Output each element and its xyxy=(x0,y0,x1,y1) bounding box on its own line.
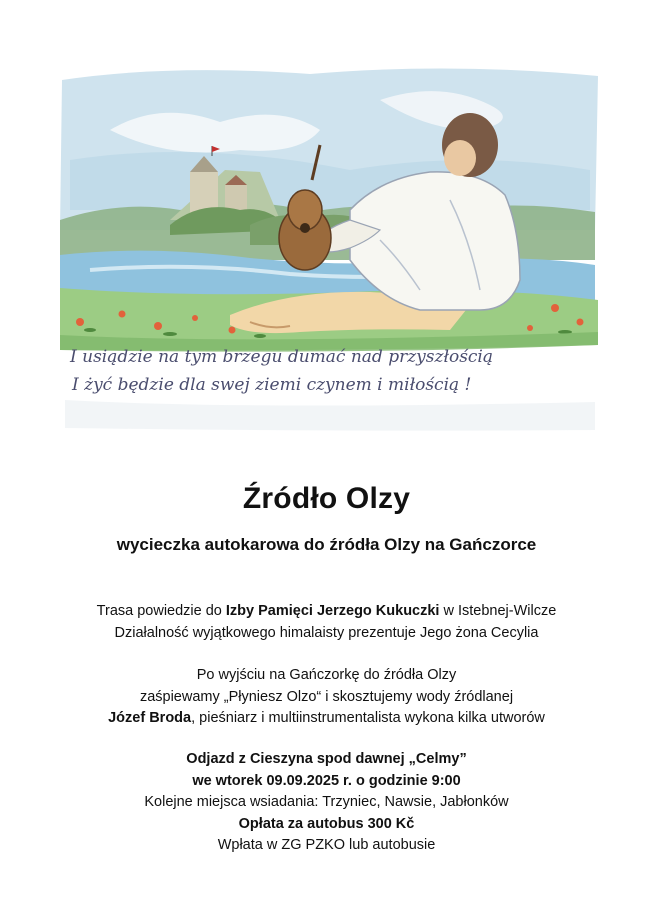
memorial-name: Izby Pamięci Jerzego Kukuczki xyxy=(225,603,440,619)
departure-paragraph xyxy=(0,749,653,857)
payment-info: Wpłata w ZG PZKO lub autobusie xyxy=(217,837,436,853)
route-line-2: Działalność wyjątkowego himalaisty prezentuje Jego żona Cecylia xyxy=(114,624,539,641)
route-line-1-pre: Trasa powiedzie do xyxy=(96,603,226,619)
program-line-2: zaśpiewamy „Płyniesz Olzo“ i skosztujemy wody źródlanej xyxy=(139,688,514,705)
program-paragraph xyxy=(0,665,653,730)
performer-name: Józef Broda xyxy=(108,710,192,726)
program-line-3 xyxy=(0,708,653,730)
boarding-stops: Kolejne miejsca wsiadania: Trzyniec, Nawsie, Jabłonków xyxy=(144,794,509,810)
route-line-1-post: w Istebnej-Wilcze xyxy=(439,603,557,619)
program-line-1: Po wyjściu na Gańczorkę do źródła Olzy xyxy=(196,667,457,683)
route-paragraph xyxy=(0,601,653,644)
departure-line-1: Odjazd z Cieszyna spod dawnej „Celmy” xyxy=(186,751,467,767)
program-line-3-post: , pieśniarz i multiinstrumentalista wykona kilka utworów xyxy=(191,710,545,726)
poem-line-2: I żyć będzie dla swej ziemi czynem i miłością ! xyxy=(72,375,472,395)
route-line-1 xyxy=(0,601,653,623)
bus-fee: Opłata za autobus 300 Kč xyxy=(238,815,415,832)
departure-date: we wtorek 09.09.2025 r. o godzinie 9:00 xyxy=(192,772,461,789)
poem-line-1: I usiądzie na tym brzegu dumać nad przyszłością xyxy=(70,347,494,367)
paper-wash xyxy=(65,400,595,431)
page-subtitle: wycieczka autokarowa do źródła Olzy na Gańczorce xyxy=(116,535,537,554)
page-title: Źródło Olzy xyxy=(242,482,411,515)
watercolor-illustration xyxy=(50,60,610,435)
